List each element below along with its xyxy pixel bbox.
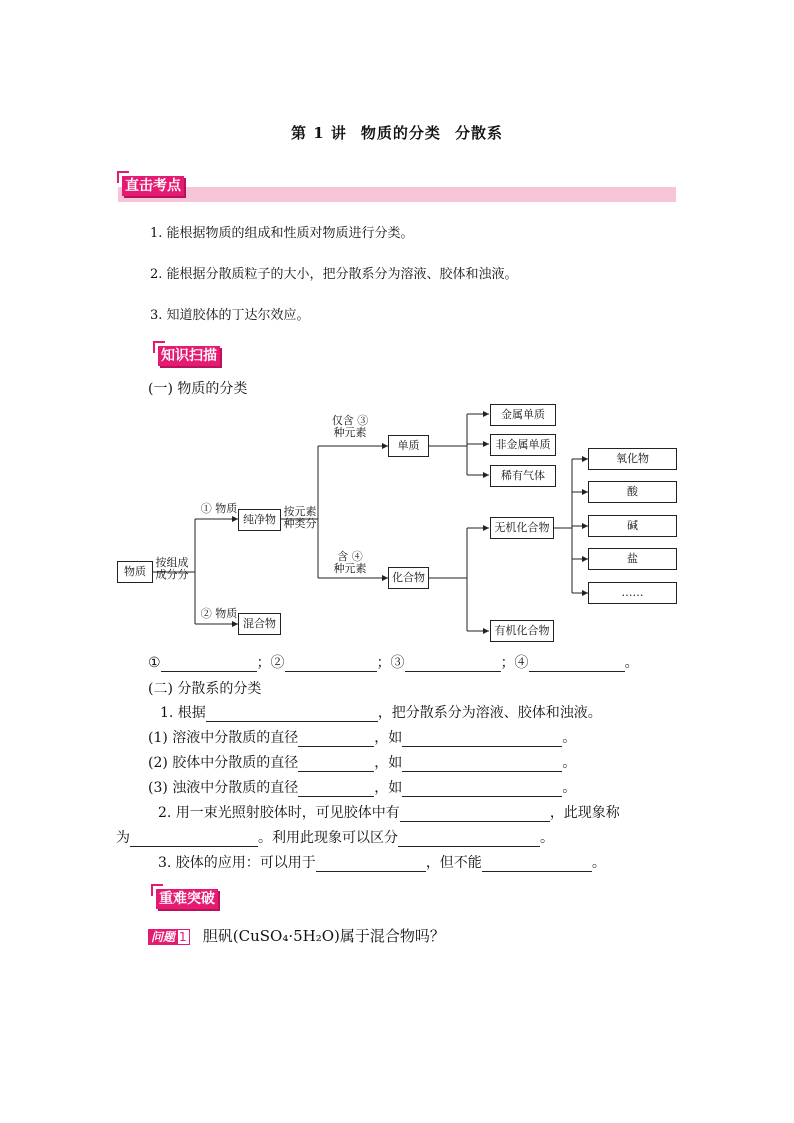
- q1c-line: (3) 浊液中分散质的直径 ，如 。: [148, 780, 577, 796]
- node-elemental: 单质: [388, 435, 429, 457]
- edge-label-pure: ① 物质: [200, 502, 238, 515]
- blank-q3-use[interactable]: [316, 857, 426, 872]
- edge-label-composition: 按组成 成分分: [155, 556, 189, 581]
- node-acid: 酸: [588, 481, 677, 503]
- edge-label-mixture: ② 物质: [200, 607, 238, 620]
- title-subtopic: 分散系: [454, 124, 503, 142]
- node-noble-gas: 稀有气体: [490, 465, 556, 487]
- question-number: 1: [176, 929, 190, 945]
- node-base: 碱: [588, 515, 677, 537]
- diagram-blanks-row: ① ；② ；③ ；④ 。: [148, 655, 639, 671]
- title-topic: 物质的分类: [360, 124, 441, 142]
- node-mixture: 混合物: [238, 613, 281, 635]
- blank-q1c-size[interactable]: [298, 782, 374, 797]
- node-inorganic: 无机化合物: [490, 517, 554, 539]
- q1b-line: (2) 胶体中分散质的直径 ，如 。: [148, 755, 577, 771]
- q1a-line: (1) 溶液中分散质的直径 ，如 。: [148, 730, 577, 746]
- node-pure: 纯净物: [238, 509, 281, 531]
- blank-q1c-example[interactable]: [402, 782, 562, 797]
- objective-2: 2. 能根据分散质粒子的大小，把分散系分为溶液、胶体和浊液。: [150, 267, 518, 282]
- blank-q1a-example[interactable]: [402, 732, 562, 747]
- q2-line-cont: 为 。利用此现象可以区分 。: [116, 830, 554, 846]
- blank-4[interactable]: [529, 657, 625, 672]
- question-tag: 问题: [148, 929, 178, 945]
- edge-label-element-kind: 按元素 种类分: [283, 505, 317, 530]
- blank-q1[interactable]: [206, 707, 378, 722]
- objective-3: 3. 知道胶体的丁达尔效应。: [150, 308, 310, 323]
- blank-3[interactable]: [405, 657, 501, 672]
- q1-line: 1. 根据 ，把分散系分为溶液、胶体和浊液。: [160, 705, 602, 721]
- question-text: 胆矾(CuSO₄·5H₂O)属于混合物吗？: [202, 927, 445, 945]
- question-1: [148, 925, 445, 946]
- node-oxide: 氧化物: [588, 448, 677, 470]
- node-metal: 金属单质: [490, 404, 556, 426]
- q3-line: 3. 胶体的应用：可以用于 ，但不能 。: [158, 855, 606, 871]
- node-nonmetal: 非金属单质: [490, 434, 556, 456]
- objective-1: 1. 能根据物质的组成和性质对物质进行分类。: [150, 226, 414, 241]
- blank-q2-phenomenon[interactable]: [400, 807, 550, 822]
- node-root: 物质: [117, 561, 153, 583]
- blank-q2-name[interactable]: [130, 832, 258, 847]
- section-header-zhishi: 知识扫描: [158, 346, 220, 366]
- section-header-zhiji: 直击考点: [122, 176, 184, 196]
- q2-line: 2. 用一束光照射胶体时，可见胶体中有 ，此现象称: [158, 805, 620, 821]
- node-more: ……: [588, 582, 677, 604]
- node-salt: 盐: [588, 548, 677, 570]
- blank-q1b-example[interactable]: [402, 757, 562, 772]
- section-header-zhongnan: 重难突破: [156, 889, 218, 909]
- title-lecture: 第 1 讲: [291, 124, 347, 142]
- part1-heading: (一) 物质的分类: [148, 381, 248, 397]
- blank-2[interactable]: [285, 657, 377, 672]
- blank-1[interactable]: [161, 657, 257, 672]
- node-organic: 有机化合物: [490, 620, 554, 642]
- blank-q1a-size[interactable]: [298, 732, 374, 747]
- blank-q3-cannot[interactable]: [482, 857, 592, 872]
- edge-label-elemental: 仅含 ③ 种元素: [331, 414, 369, 439]
- blank-q2-distinguish[interactable]: [398, 832, 540, 847]
- blank-q1b-size[interactable]: [298, 757, 374, 772]
- edge-label-compound: 含 ④ 种元素: [333, 550, 367, 575]
- node-compound: 化合物: [388, 567, 429, 589]
- part2-heading: (二) 分散系的分类: [148, 681, 262, 697]
